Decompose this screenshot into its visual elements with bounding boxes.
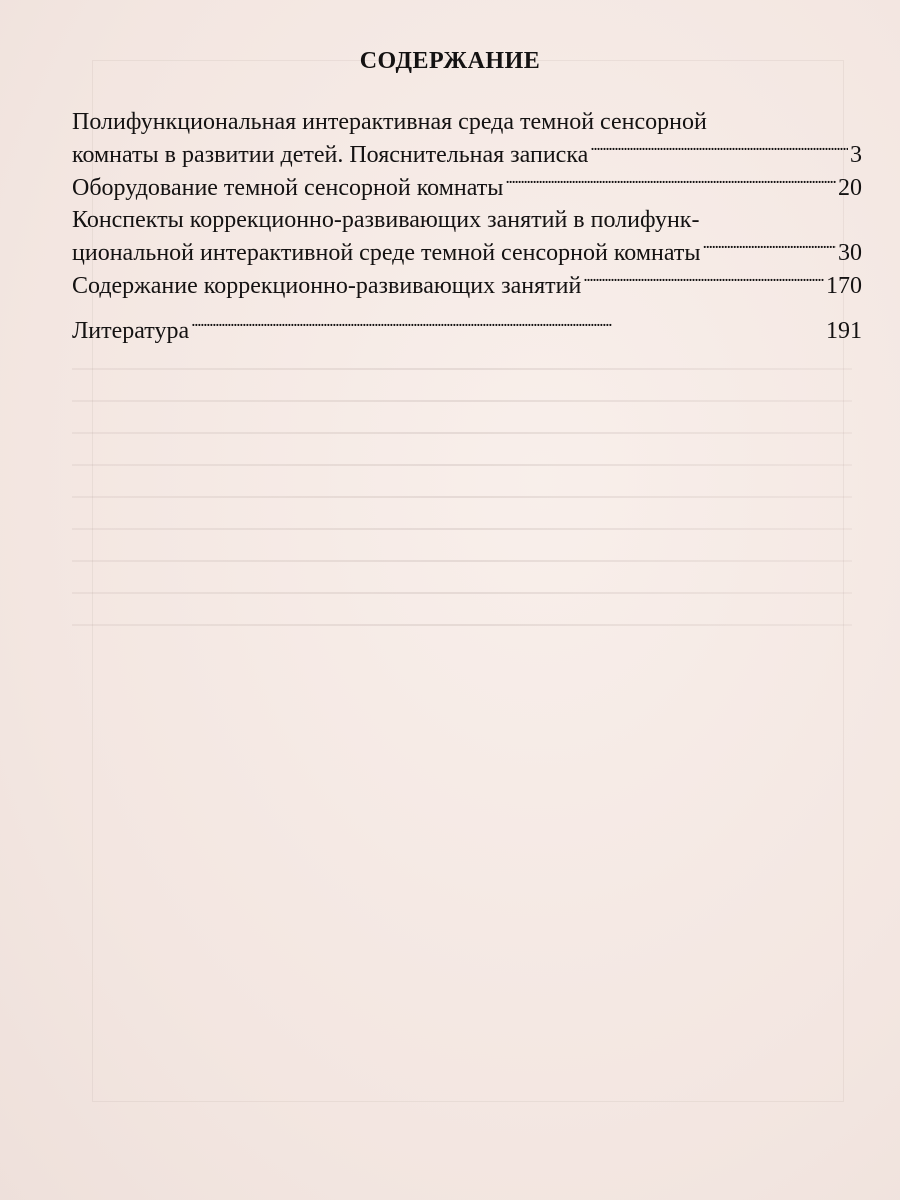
table-of-contents <box>72 106 862 347</box>
dot-leader <box>703 236 837 260</box>
toc-entry-line <box>72 171 862 204</box>
toc-page-number: 191 <box>826 318 862 344</box>
toc-entry-1[interactable] <box>72 106 862 171</box>
toc-entry-5[interactable] <box>72 314 862 347</box>
toc-entry-3[interactable] <box>72 204 862 269</box>
toc-entry-title: Литература <box>72 318 190 344</box>
reverse-side-bleed-through <box>72 368 852 656</box>
toc-page-number: 20 <box>838 175 862 201</box>
toc-entry-line <box>72 138 862 171</box>
dot-leader <box>505 171 836 195</box>
toc-entry-line <box>72 204 862 236</box>
toc-entry-title: Конспекты коррекционно-развивающих занятий в полифунк- <box>72 207 700 233</box>
toc-entry-title: Оборудование темной сенсорной комнаты <box>72 175 504 201</box>
toc-entry-title: Полифункциональная интерактивная среда темной сенсорной <box>72 109 707 135</box>
toc-page-number: 3 <box>850 142 862 168</box>
toc-entry-4[interactable] <box>72 269 862 302</box>
toc-entry-line <box>72 236 862 269</box>
toc-entry-title: Содержание коррекционно-развивающих занятий <box>72 273 582 299</box>
toc-entry-line <box>72 314 862 347</box>
toc-page-number: 170 <box>826 273 862 299</box>
toc-entry-title-continued: комнаты в развитии детей. Пояснительная записка <box>72 142 589 168</box>
toc-entry-title-continued: циональной интерактивной среде темной сенсорной комнаты <box>72 240 701 266</box>
page-title: СОДЕРЖАНИЕ <box>359 48 541 74</box>
toc-entry-2[interactable] <box>72 171 862 204</box>
toc-entry-line <box>72 269 862 302</box>
dot-leader <box>583 269 824 293</box>
toc-page-number: 30 <box>838 240 862 266</box>
dot-leader <box>191 314 824 338</box>
dot-leader <box>590 138 848 162</box>
toc-entry-line <box>72 106 862 138</box>
